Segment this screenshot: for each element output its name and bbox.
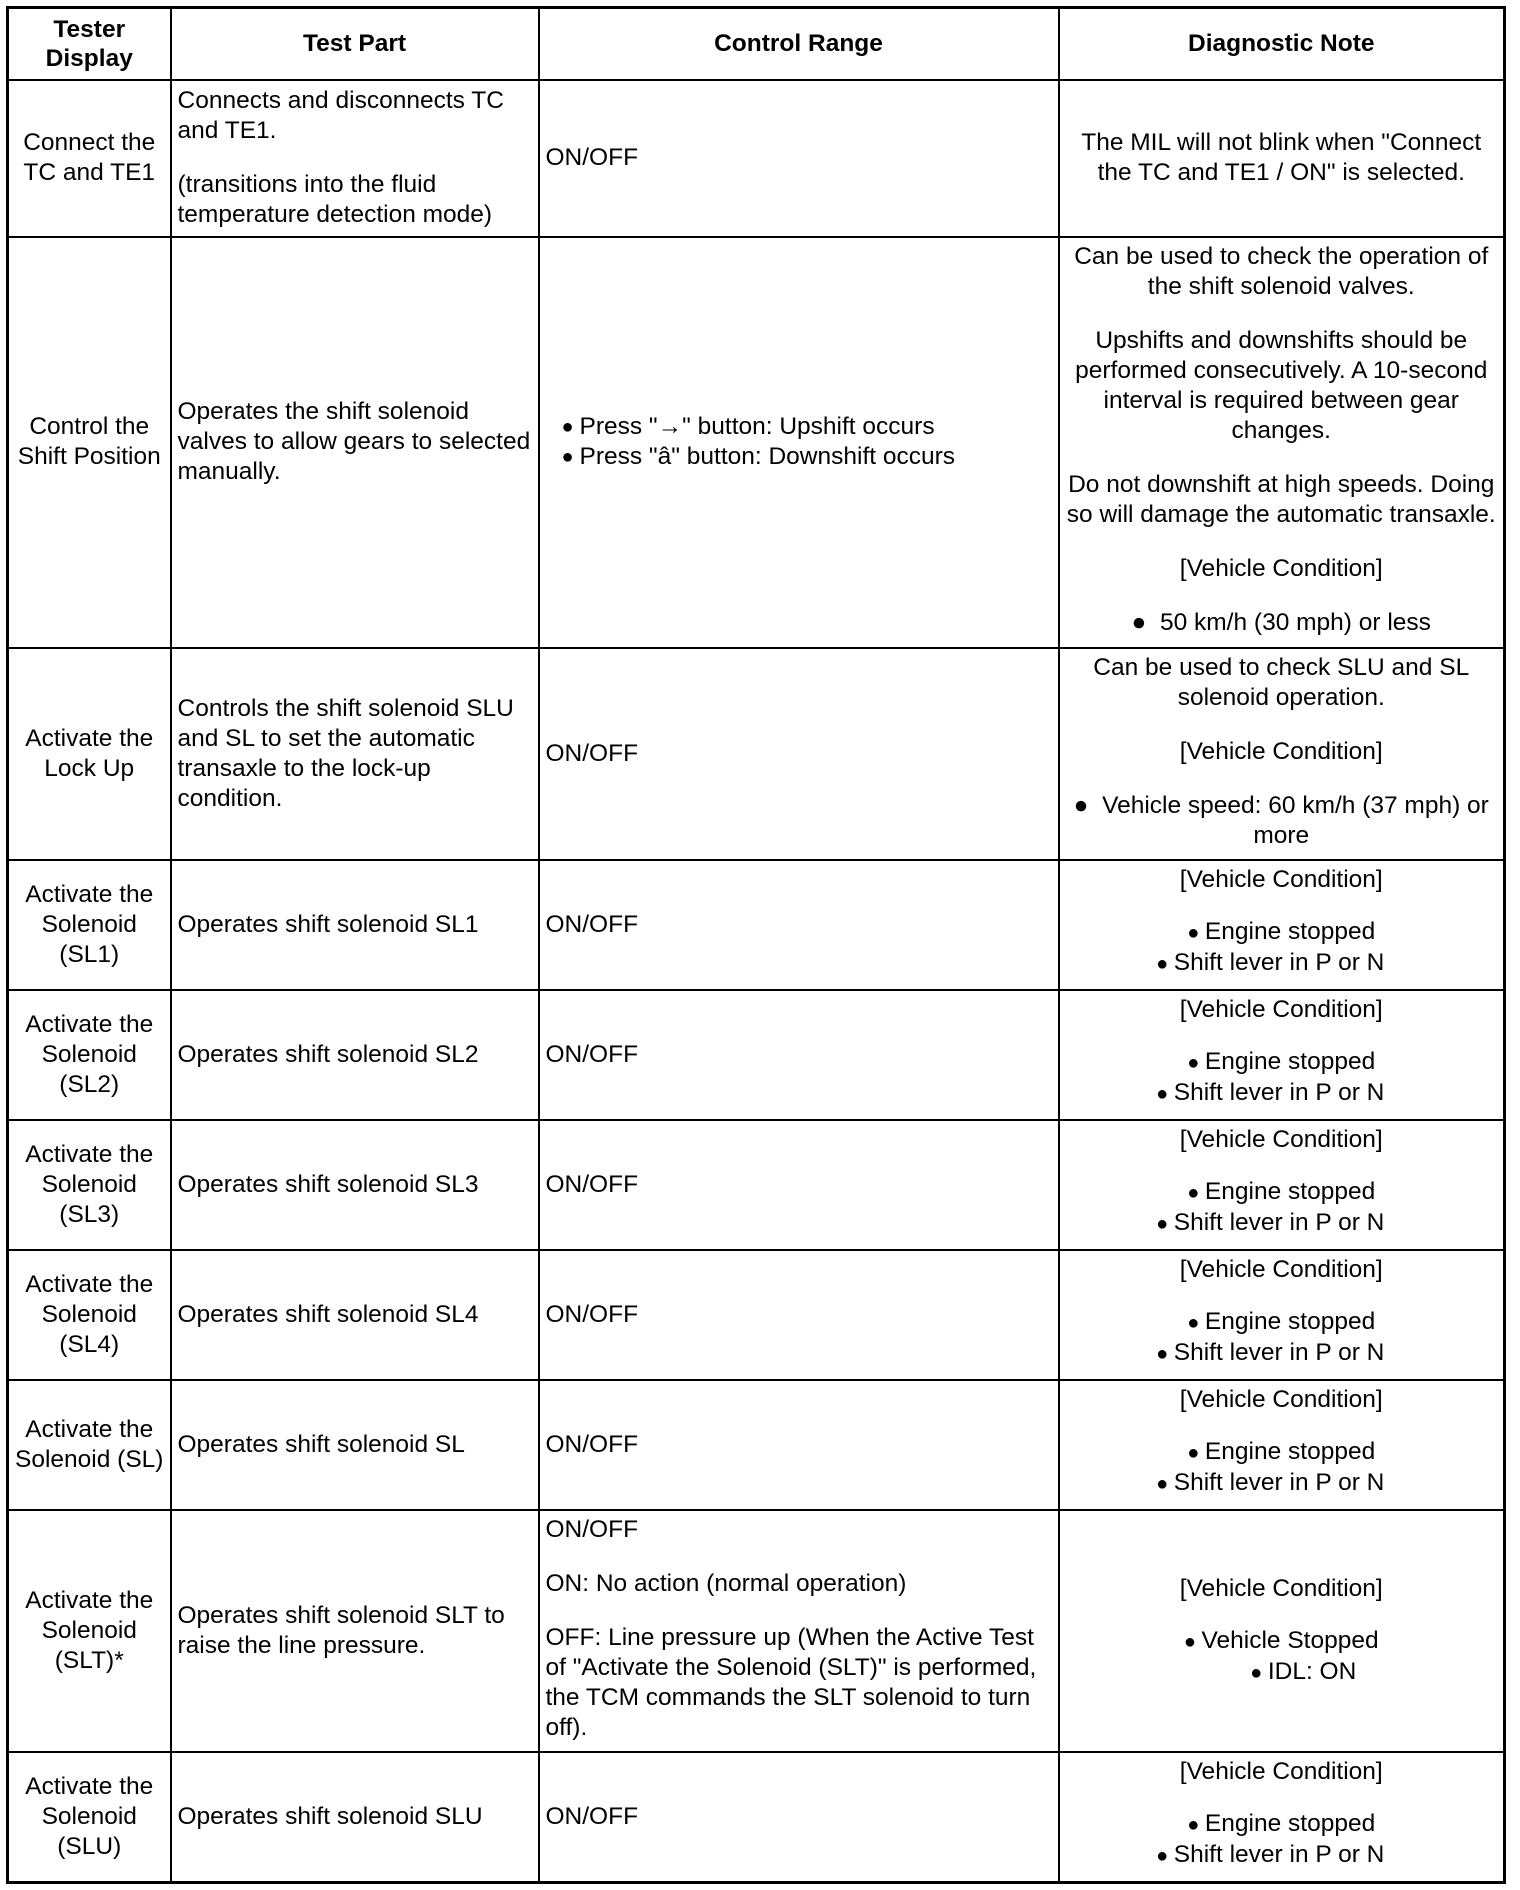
note-text: ● 50 km/h (30 mph) or less <box>1131 608 1431 636</box>
control-range-list <box>546 412 1052 472</box>
diagnostic-note-cell <box>1059 1250 1505 1380</box>
note-bullet-text: Vehicle speed: 60 km/h (37 mph) or more <box>1102 791 1489 849</box>
list-item: ● Shift lever in P or N <box>1044 1338 1498 1369</box>
note-text: ● Vehicle speed: 60 km/h (37 mph) or more <box>1073 791 1489 849</box>
control-range-cell <box>539 237 1059 648</box>
control-range-cell: ON/OFF <box>539 648 1059 860</box>
active-test-table <box>6 6 1506 1884</box>
condition-list <box>1066 1177 1498 1239</box>
diagnostic-note-cell <box>1059 1120 1505 1250</box>
tester-display-cell: Activate the Solenoid (SL4) <box>8 1250 171 1380</box>
tester-display-cell: Activate the Solenoid (SLT)* <box>8 1510 171 1752</box>
header-test-part: Test Part <box>171 8 539 80</box>
tester-display-cell: Connect the TC and TE1 <box>8 80 171 237</box>
list-item: ● Shift lever in P or N <box>1044 1840 1498 1871</box>
note-title: [Vehicle Condition] <box>1179 1255 1383 1283</box>
tester-display-cell: Activate the Solenoid (SLU) <box>8 1752 171 1883</box>
control-range-cell: ON/OFF <box>539 1120 1059 1250</box>
tester-display-cell: Activate the Solenoid (SL3) <box>8 1120 171 1250</box>
diagnostic-note-cell <box>1059 237 1505 648</box>
header-control-range: Control Range <box>539 8 1059 80</box>
control-range-cell: ON/OFF <box>539 1752 1059 1883</box>
tester-display-cell: Activate the Lock Up <box>8 648 171 860</box>
test-part-cell <box>171 80 539 237</box>
list-item: ● Engine stopped <box>1066 1437 1498 1468</box>
control-range-cell: ON/OFF <box>539 1250 1059 1380</box>
test-part-cell: Operates shift solenoid SLU <box>171 1752 539 1883</box>
table-row <box>8 1752 1505 1883</box>
control-range-cell: ON/OFF <box>539 860 1059 990</box>
list-item: ● Shift lever in P or N <box>1044 948 1498 979</box>
note-text: [Vehicle Condition] <box>1179 737 1383 765</box>
test-part-text: (transitions into the fluid temperature detection mode) <box>177 171 493 228</box>
test-part-cell: Operates shift solenoid SLT to raise the line pressure. <box>171 1510 539 1752</box>
table-row <box>8 1120 1505 1250</box>
table-row <box>8 1250 1505 1380</box>
header-diagnostic-note: Diagnostic Note <box>1059 8 1505 80</box>
diagnostic-note-cell: The MIL will not blink when "Connect the TC and TE1 / ON" is selected. <box>1059 80 1505 237</box>
list-item: ● Engine stopped <box>1066 1177 1498 1208</box>
list-item: ● Shift lever in P or N <box>1044 1468 1498 1499</box>
note-title: [Vehicle Condition] <box>1179 1757 1383 1785</box>
test-part-cell: Operates the shift solenoid valves to allow gears to selected manually. <box>171 237 539 648</box>
list-item: ● Engine stopped <box>1066 1307 1498 1338</box>
condition-list <box>1066 1437 1498 1499</box>
tester-display-cell: Activate the Solenoid (SL2) <box>8 990 171 1120</box>
table-row <box>8 1380 1505 1510</box>
table-row <box>8 237 1505 648</box>
condition-list <box>1066 1626 1498 1688</box>
diagnostic-note-cell <box>1059 1510 1505 1752</box>
list-item: ● IDL: ON <box>1110 1657 1498 1688</box>
tester-display-cell: Activate the Solenoid (SL1) <box>8 860 171 990</box>
diagnostic-note-cell <box>1059 860 1505 990</box>
test-part-text: Connects and disconnects TC and TE1. <box>177 87 504 144</box>
list-item: ● Shift lever in P or N <box>1044 1078 1498 1109</box>
test-part-cell: Operates shift solenoid SL4 <box>171 1250 539 1380</box>
list-item: ● Vehicle Stopped <box>1066 1626 1498 1657</box>
condition-list <box>1066 1047 1498 1109</box>
table-row <box>8 990 1505 1120</box>
note-text: [Vehicle Condition] <box>1179 554 1383 582</box>
table-row <box>8 648 1505 860</box>
header-row <box>8 8 1505 80</box>
diagnostic-note-cell <box>1059 648 1505 860</box>
tester-display-cell: Control the Shift Position <box>8 237 171 648</box>
list-item: ● Press "â" button: Downshift occurs <box>546 442 1052 472</box>
condition-list <box>1066 1307 1498 1369</box>
table-row <box>8 860 1505 990</box>
tester-display-cell: Activate the Solenoid (SL) <box>8 1380 171 1510</box>
note-text: Do not downshift at high speeds. Doing so will damage the automatic transaxle. <box>1066 470 1496 528</box>
diagnostic-note-cell <box>1059 1380 1505 1510</box>
control-range-cell: ON/OFF <box>539 1380 1059 1510</box>
condition-list <box>1066 917 1498 979</box>
test-part-cell: Operates shift solenoid SL1 <box>171 860 539 990</box>
control-range-cell <box>539 1510 1059 1752</box>
list-item: ● Shift lever in P or N <box>1044 1208 1498 1239</box>
test-part-cell: Operates shift solenoid SL2 <box>171 990 539 1120</box>
control-range-cell: ON/OFF <box>539 80 1059 237</box>
control-range-text: ON/OFF <box>545 1515 639 1543</box>
note-title: [Vehicle Condition] <box>1179 995 1383 1023</box>
note-text: Upshifts and downshifts should be performed consecutively. A 10-second interval is required between gear changes. <box>1075 326 1488 444</box>
note-title: [Vehicle Condition] <box>1179 1574 1383 1602</box>
control-range-cell: ON/OFF <box>539 990 1059 1120</box>
control-range-text: ON: No action (normal operation) <box>545 1569 907 1597</box>
note-text: Can be used to check SLU and SL solenoid operation. <box>1093 653 1470 711</box>
table-row <box>8 1510 1505 1752</box>
list-item: ● Engine stopped <box>1066 917 1498 948</box>
test-part-cell: Operates shift solenoid SL3 <box>171 1120 539 1250</box>
diagnostic-note-cell <box>1059 1752 1505 1883</box>
test-part-cell: Controls the shift solenoid SLU and SL to set the automatic transaxle to the lock-up condition. <box>171 648 539 860</box>
note-title: [Vehicle Condition] <box>1179 1125 1383 1153</box>
test-part-cell: Operates shift solenoid SL <box>171 1380 539 1510</box>
diagnostic-note-cell <box>1059 990 1505 1120</box>
note-bullet-text: 50 km/h (30 mph) or less <box>1159 608 1431 636</box>
table-row <box>8 80 1505 237</box>
condition-list <box>1066 1809 1498 1871</box>
list-item: ● Engine stopped <box>1066 1047 1498 1078</box>
list-item: ● Engine stopped <box>1066 1809 1498 1840</box>
note-text: Can be used to check the operation of the shift solenoid valves. <box>1074 242 1489 300</box>
note-title: [Vehicle Condition] <box>1179 865 1383 893</box>
list-item: ● Press "→" button: Upshift occurs <box>546 412 1052 442</box>
note-title: [Vehicle Condition] <box>1179 1385 1383 1413</box>
header-tester-display: Tester Display <box>8 8 171 80</box>
control-range-text: OFF: Line pressure up (When the Active Test of "Activate the Solenoid (SLT)" is performed, the TCM commands the SLT solenoid to turn off). <box>545 1623 1037 1741</box>
